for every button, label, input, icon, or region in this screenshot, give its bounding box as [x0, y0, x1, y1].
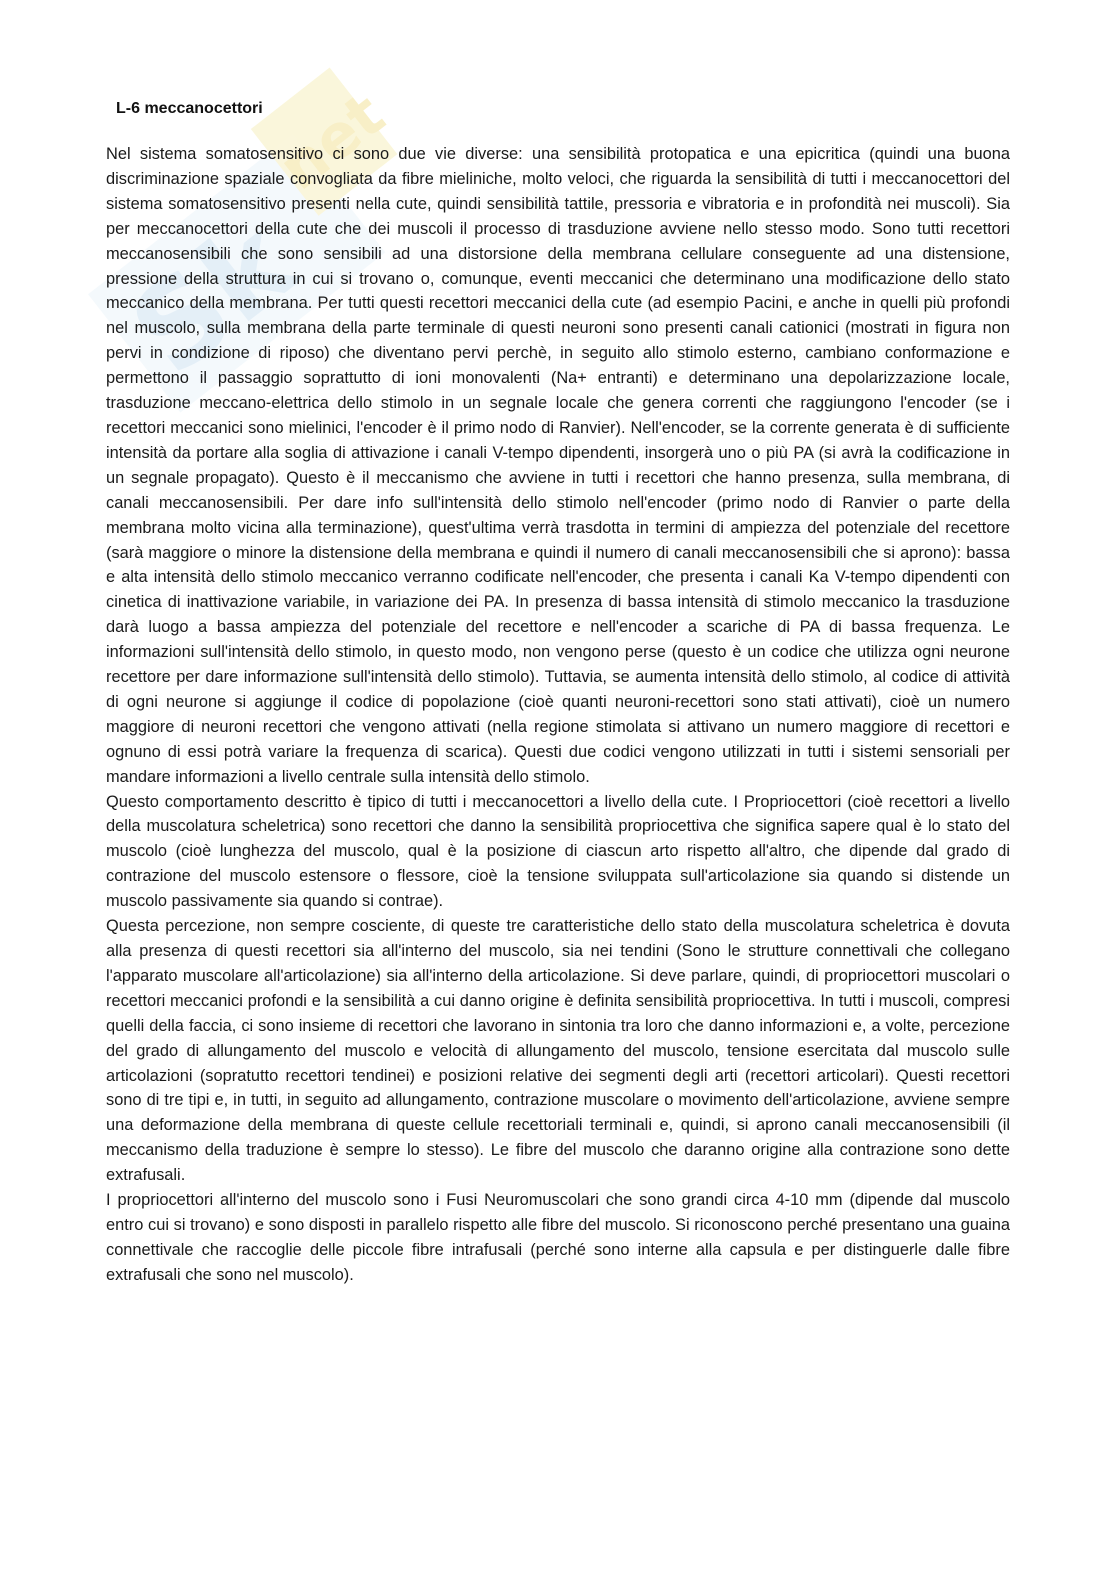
document-page: [106, 100, 1010, 1288]
paragraph-2: Questo comportamento descritto è tipico di tutti i meccanocettori a livello della cute. I Propriocettori (cioè recettori a livello della muscolatura scheletrica) sono recettori che danno la sensibilità propriocettiva che significa sapere qual è lo stato del muscolo (cioè lunghezza del muscolo, qual è la posizione di ciascun arto rispetto all'altro, che dipende dal grado di contrazione del muscolo estensore o flessore, cioè la tensione sviluppata sull'articolazione sia quando si distende un muscolo passivamente sia quando si contrae).: [106, 792, 1010, 911]
paragraph-4: I propriocettori all'interno del muscolo sono i Fusi Neuromuscolari che sono grandi circa 4-10 mm (dipende dal muscolo entro cui si trovano) e sono disposti in parallelo rispetto alle fibre del muscolo. Si riconoscono perché presentano una guaina connettivale che raccoglie delle piccole fibre intrafusali (perché sono interne alla capsula e per distinguerle dalle fibre extrafusali che sono nel muscolo).: [106, 1191, 1010, 1284]
svg-text:net: net: [266, 79, 398, 204]
document-title: L-6 meccanocettori: [116, 100, 263, 117]
watermark-text: Sk: [106, 192, 320, 402]
paragraph-1: Nel sistema somatosensitivo ci sono due vie diverse: una sensibilità protopatica e una epicritica (quindi una buona discriminazione spaziale convogliata da fibre mieliniche, molto veloci, che riguarda la sensibilità di tutti i meccanocettori del sistema somatosensitivo presenti nella cute, quindi sensibilità tattile, pressoria e vibratoria e in profondità nei muscoli). Sia per meccanocettori della cute che dei muscoli il processo di trasduzione avviene nello stesso modo. Sono tutti recettori meccanosensibili che sono sensibili ad una distorsione della membrana cellulare conseguente ad una distensione, pressione della struttura in cui si trovano o, comunque, eventi meccanici che determinano una modificazione dello stato meccanico della membrana. Per tutti questi recettori meccanici della cute (ad esempio Pacini, e anche in quelli più profondi nel muscolo, sulla membrana della parte terminale di questi neuroni sono presenti canali cationici (mostrati in figura non pervi in condizione di riposo) che diventano pervi perchè, in seguito allo stimolo esterno, cambiano conformazione e permettono il passaggio soprattutto di ioni monovalenti (Na+ entranti) e determinano una depolarizzazione locale, trasduzione meccano-elettrica dello stimolo in un segnale locale che genera correnti che raggiungono l'encoder (se i recettori meccanici sono mielinici, l'encoder è il primo nodo di Ranvier). Nell'encoder, se la corrente generata è di sufficiente intensità da portare alla soglia di attivazione i canali V-tempo dipendenti, insorgerà uno o più PA (si avrà la codificazione in un segnale propagato). Questo è il meccanismo che avviene in tutti i recettori che hanno presenza, sulla membrana, di canali meccanosensibili. Per dare info sull'intensità dello stimolo nell'encoder (primo nodo di Ranvier o parte della membrana molto vicina alla terminazione), quest'ultima verrà trasdotta in termini di ampiezza del potenziale del recettore (sarà maggiore o minore la distensione della membrana e quindi il numero di canali meccanosensibili che si aprono): bassa e alta intensità dello stimolo meccanico verranno codificate nell'encoder, che presenta i canali Ka V-tempo dipendenti con cinetica di inattivazione variabile, in variazione dei PA. In presenza di bassa intensità di stimolo meccanico la trasduzione darà luogo a bassa ampiezza del potenziale del recettore e nell'encoder a scariche di PA di bassa frequenza. Le informazioni sull'intensità dello stimolo, in questo modo, non vengono perse (questo è un codice che utilizza ogni neurone recettore per dare informazione sull'intensità dello stimolo). Tuttavia, se aumenta intensità dello stimolo, al codice di attività di ogni neurone si aggiunge il codice di popolazione (cioè quanti neuroni-recettori sono stati attivati), cioè un numero maggiore di neuroni recettori che vengono attivati (nella regione stimolata si attivano un numero maggiore di recettori e ognuno di essi potrà variare la frequenza di scarica). Questi due codici vengono utilizzati in tutti i sistemi sensoriali per mandare informazioni a livello centrale sulla intensità dello stimolo.: [106, 145, 1010, 786]
paragraph-3: Questa percezione, non sempre cosciente, di queste tre caratteristiche dello stato della muscolatura scheletrica è dovuta alla presenza di questi recettori sia all'interno del muscolo, sia nei tendini (Sono le strutture connettivali che collegano l'apparato muscolare all'articolazione) sia all'interno della articolazione. Si deve parlare, quindi, di propriocettori muscolari o recettori meccanici profondi e la sensibilità a cui danno origine è definita sensibilità propriocettiva. In tutti i muscoli, compresi quelli della faccia, ci sono insieme di recettori che lavorano in sintonia tra loro che danno informazioni e, a volte, percezione del grado di allungamento del muscolo e velocità di allungamento del muscolo, tensione esercitata dal muscolo sulle articolazioni (sopratutto recettori tendinei) e posizioni relative dei segmenti degli arti (recettori articolari). Questi recettori sono di tre tipi e, in tutti, in seguito ad allungamento, contrazione muscolare o movimento dell'articolazione, avviene sempre una deformazione della membrana di queste cellule recettoriali terminali e, quindi, si aprono canali meccanosensibili (il meccanismo della traduzione è sempre lo stesso). Le fibre del muscolo che daranno origine alla contrazione sono dette extrafusali.: [106, 917, 1010, 1185]
